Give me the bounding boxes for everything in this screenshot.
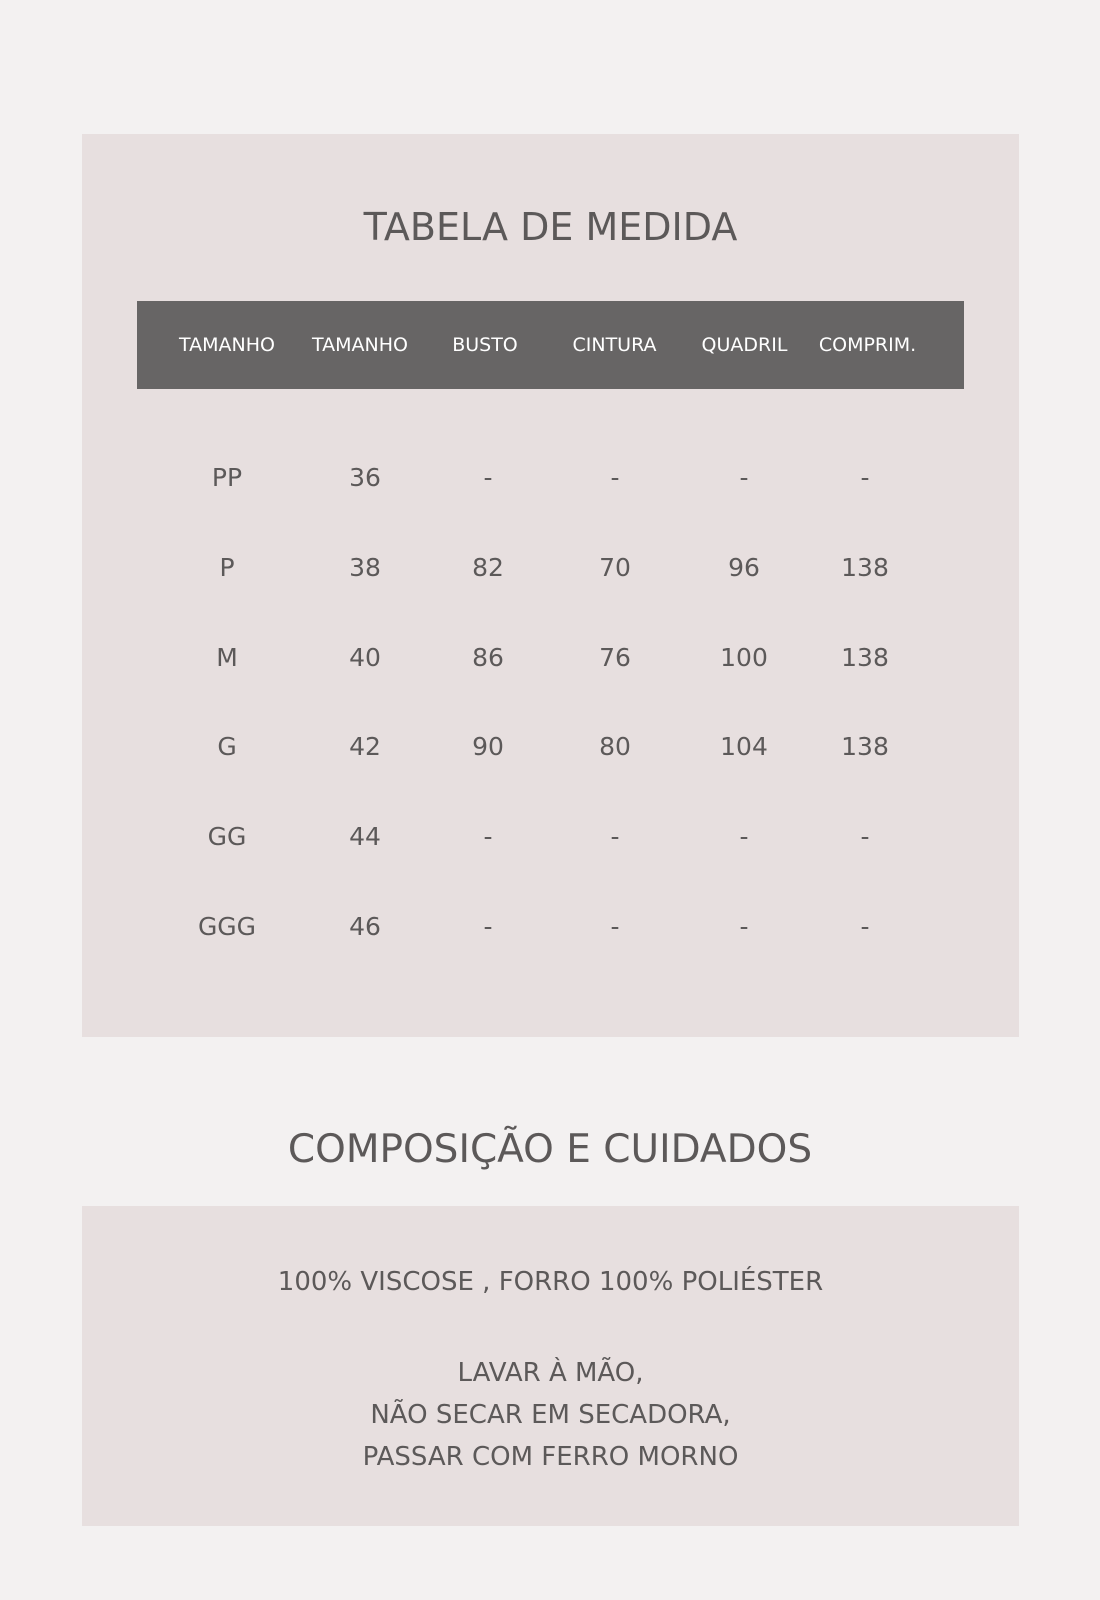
cell-size-number: 38: [349, 553, 381, 582]
cell-size-letter: M: [216, 643, 238, 672]
table-row: [137, 817, 964, 857]
cell-length: 138: [841, 732, 889, 761]
table-row: [137, 638, 964, 678]
cell-size-number: 46: [349, 912, 381, 941]
cell-waist: -: [610, 912, 620, 941]
cell-size-number: 44: [349, 822, 381, 851]
care-instruction-line: PASSAR COM FERRO MORNO: [362, 1442, 739, 1472]
cell-length: -: [860, 912, 870, 941]
header-cell-waist: CINTURA: [572, 334, 657, 356]
cell-hip: 96: [728, 553, 760, 582]
table-row: [137, 727, 964, 767]
cell-bust: 90: [472, 732, 504, 761]
cell-size-letter: PP: [211, 463, 243, 492]
cell-waist: -: [610, 463, 620, 492]
table-row: [137, 548, 964, 588]
cell-waist: -: [610, 822, 620, 851]
size-table-header: [137, 301, 964, 389]
care-instruction-line: LAVAR À MÃO,: [457, 1358, 644, 1388]
cell-hip: -: [739, 822, 749, 851]
cell-size-letter: GGG: [197, 912, 257, 941]
cell-hip: 100: [720, 643, 768, 672]
table-row: [137, 458, 964, 498]
header-cell-size-number: TAMANHO: [312, 334, 408, 356]
cell-size-letter: P: [219, 553, 235, 582]
cell-size-number: 36: [349, 463, 381, 492]
cell-length: -: [860, 822, 870, 851]
header-cell-hip: QUADRIL: [701, 334, 788, 356]
header-cell-length: COMPRIM.: [818, 334, 917, 356]
cell-waist: 76: [599, 643, 631, 672]
care-panel: [82, 1206, 1019, 1526]
cell-hip: 104: [720, 732, 768, 761]
care-section-title: COMPOSIÇÃO E CUIDADOS: [287, 1127, 813, 1172]
care-instruction-line: NÃO SECAR EM SECADORA,: [370, 1400, 731, 1430]
cell-length: 138: [841, 553, 889, 582]
care-instructions: [82, 1352, 1019, 1478]
cell-size-letter: GG: [207, 822, 247, 851]
cell-bust: 86: [472, 643, 504, 672]
cell-bust: 82: [472, 553, 504, 582]
header-cell-bust: BUSTO: [452, 334, 518, 356]
cell-size-number: 42: [349, 732, 381, 761]
cell-length: -: [860, 463, 870, 492]
size-table-panel: [82, 134, 1019, 1037]
composition-text: 100% VISCOSE , FORRO 100% POLIÉSTER: [277, 1267, 824, 1297]
cell-hip: -: [739, 463, 749, 492]
size-table-title: TABELA DE MEDIDA: [363, 205, 738, 249]
table-row: [137, 907, 964, 947]
cell-size-letter: G: [217, 732, 237, 761]
cell-waist: 80: [599, 732, 631, 761]
cell-bust: -: [483, 822, 493, 851]
cell-waist: 70: [599, 553, 631, 582]
header-cell-size-letter: TAMANHO: [179, 334, 275, 356]
cell-bust: -: [483, 463, 493, 492]
cell-hip: -: [739, 912, 749, 941]
cell-length: 138: [841, 643, 889, 672]
cell-size-number: 40: [349, 643, 381, 672]
cell-bust: -: [483, 912, 493, 941]
